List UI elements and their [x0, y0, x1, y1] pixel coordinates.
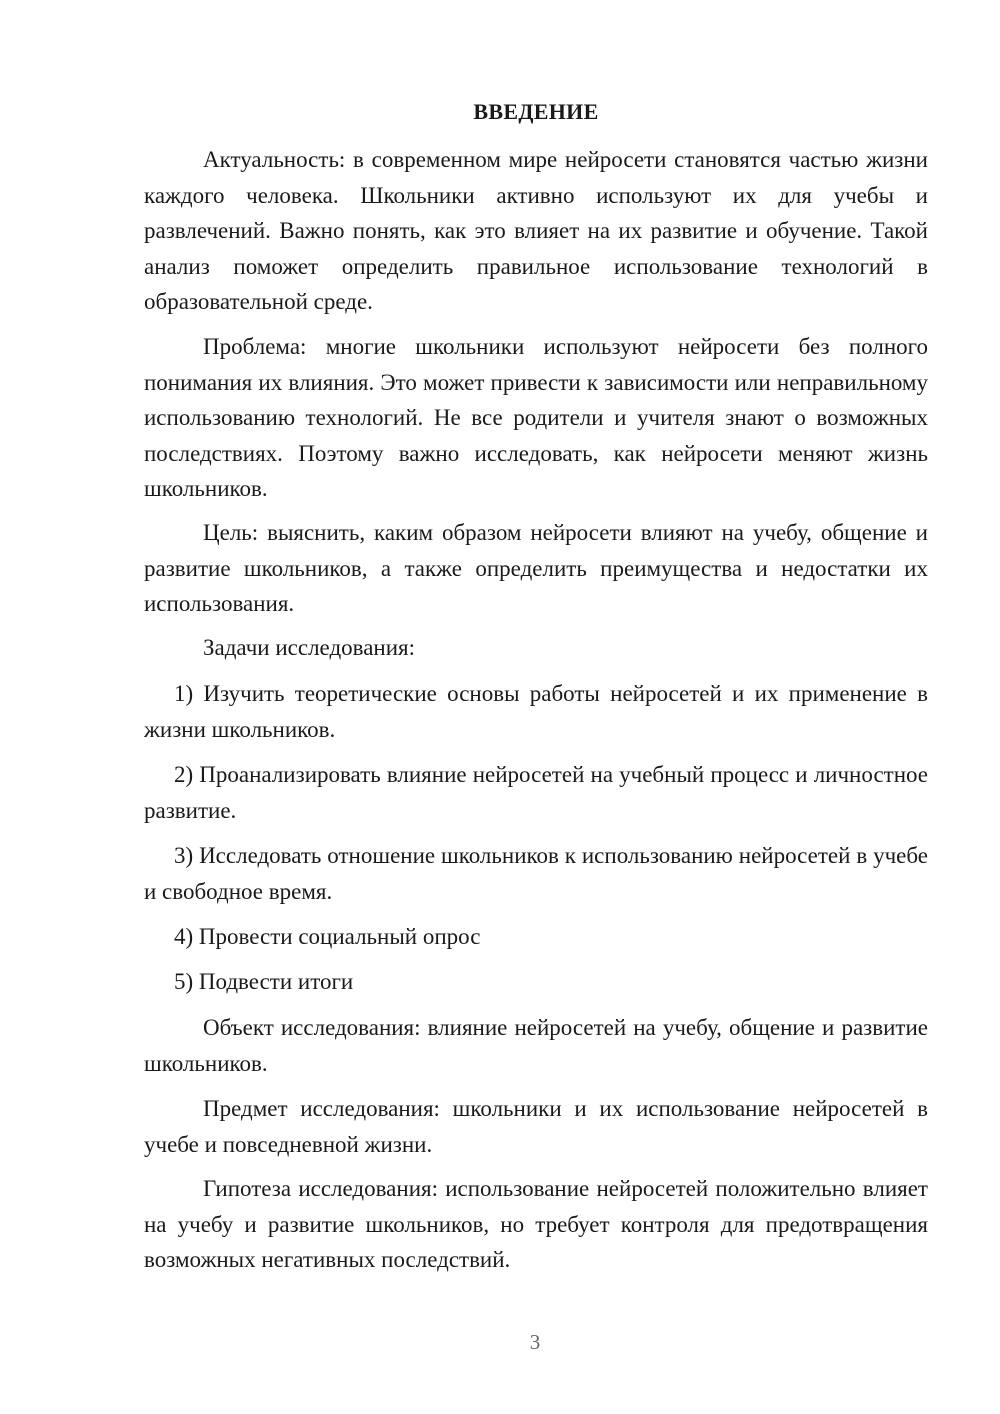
subject-text: Предмет исследования: школьники и их использование нейросетей в учебе и повседневной жизни. [144, 1096, 928, 1157]
goal-text: Цель: выяснить, каким образом нейросети влияют на учебу, общение и развитие школьников, а также определить преимущества и недостатки их использования. [144, 520, 928, 616]
task-4: 4) Провести социальный опрос [174, 924, 481, 949]
problem-text: Проблема: многие школьники используют нейросети без полного понимания их влияния. Это может привести к зависимости или неправильному использованию технологий. Не все родители и учителя знают о возможных последствиях. Поэтому важно исследовать, как нейросети меняют жизнь школьников. [144, 334, 928, 501]
paragraph-problem [144, 329, 928, 507]
task-5: 5) Подвести итоги [174, 969, 354, 994]
paragraph-goal [144, 515, 928, 622]
page-title: ВВЕДЕНИЕ [473, 99, 599, 124]
list-item [144, 919, 928, 955]
list-item [144, 757, 928, 828]
page-number: 3 [529, 1330, 541, 1354]
tasks-title: Задачи исследования: [203, 635, 416, 660]
hypothesis-text: Гипотеза исследования: использование нейросетей положительно влияет на учебу и развитие школьников, но требует контроля для предотвращения возможных негативных последствий. [144, 1176, 928, 1272]
paragraph-hypothesis [144, 1171, 928, 1278]
list-item [144, 676, 928, 747]
paragraph-object [144, 1010, 928, 1081]
paragraph-subject [144, 1091, 928, 1162]
task-3: 3) Исследовать отношение школьников к использованию нейросетей в учебе и свободное время. [144, 843, 928, 904]
tasks-heading [144, 630, 928, 666]
list-item [144, 964, 928, 1000]
relevance-text: Актуальность: в современном мире нейросети становятся частью жизни каждого человека. Школьники активно используют их для учебы и развлечений. Важно понять, как это влияет на их развитие и обучение. Такой анализ поможет определить правильное использование технологий в образовательной среде. [144, 147, 928, 314]
task-1: 1) Изучить теоретические основы работы нейросетей и их применение в жизни школьников. [144, 681, 928, 742]
list-item [144, 838, 928, 909]
paragraph-relevance [144, 142, 928, 320]
object-text: Объект исследования: влияние нейросетей на учебу, общение и развитие школьников. [144, 1015, 928, 1076]
task-2: 2) Проанализировать влияние нейросетей на учебный процесс и личностное развитие. [144, 762, 928, 823]
